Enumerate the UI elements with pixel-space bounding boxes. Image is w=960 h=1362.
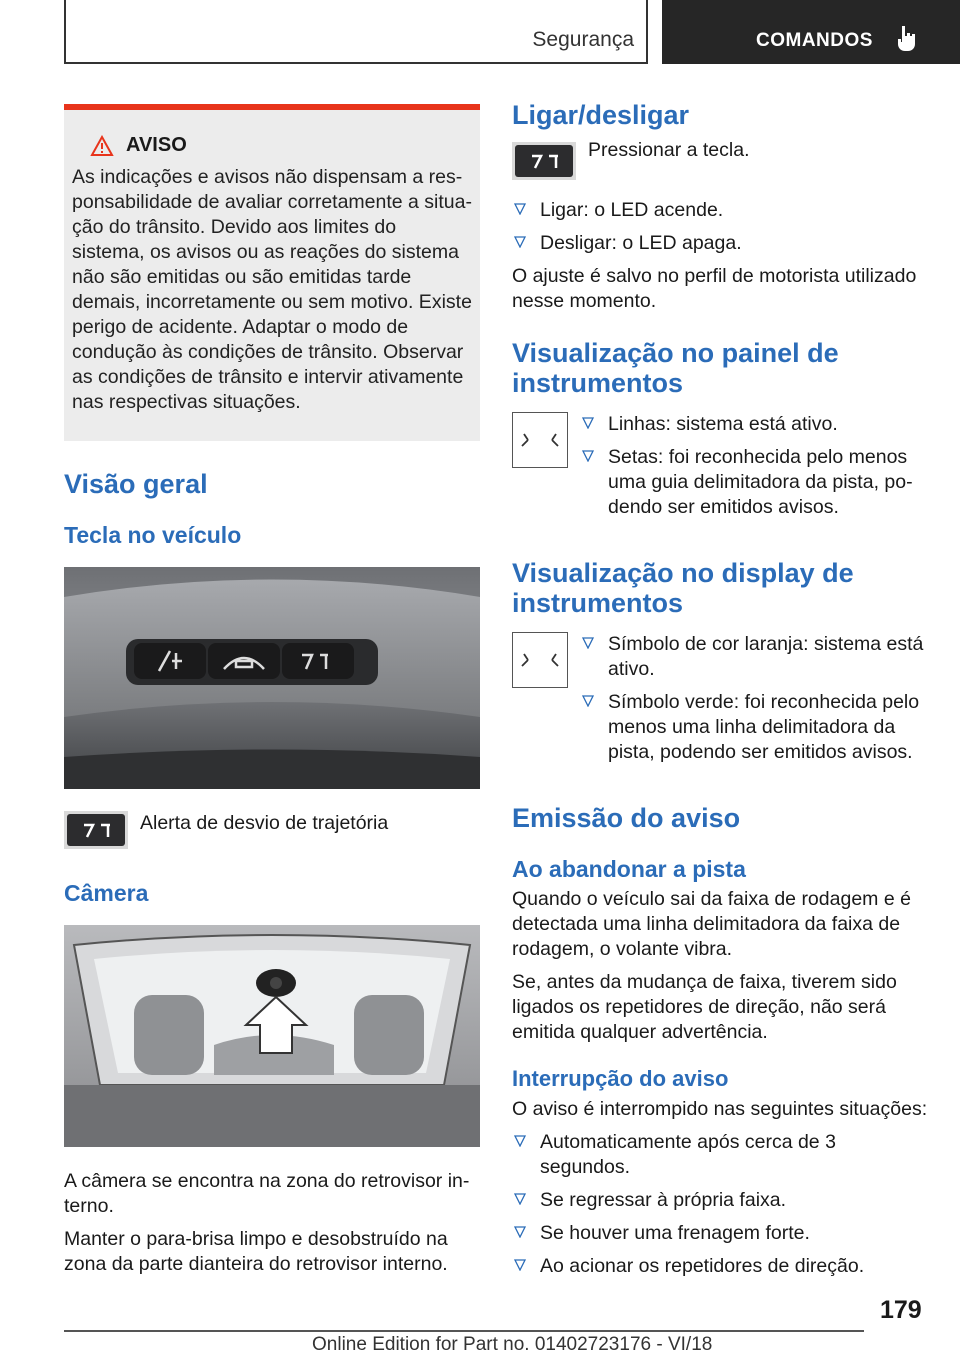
list-item: Setas: foi reconhecida pelo menos uma guia delimitadora da pista, podendo ser emitidos avisos. [580, 445, 928, 520]
warning-title-text: AVISO [126, 134, 187, 156]
list-item: Símbolo verde: foi reconhecida pelo menos uma linha delimitadora da pista, podendo ser emitidos avisos. [580, 690, 928, 765]
triangle-bullet-icon [582, 695, 594, 707]
lane-departure-button-icon [512, 142, 576, 180]
list-item: Símbolo de cor laranja: sistema está ativo. [580, 632, 928, 682]
triangle-bullet-icon [514, 236, 526, 248]
warning-title [72, 134, 472, 157]
overview-heading: Visão geral [64, 469, 208, 499]
footer-edition: Online Edition for Part no. 01402723176 - VI/18 [312, 1334, 713, 1355]
list-item: Desligar: o LED apaga. [512, 231, 928, 256]
onoff-note: O ajuste é salvo no perfil de motorista utilizado nesse momento. [512, 265, 917, 312]
camera-heading: Câmera [64, 880, 149, 906]
onoff-caption-row [512, 139, 928, 180]
panel-heading: Visualização no painel de instrumentos [512, 338, 839, 398]
triangle-bullet-icon [514, 1259, 526, 1271]
display-list [580, 632, 928, 773]
leave-text-2: Se, antes da mudança de faixa, tiverem sido ligados os repetidores de direção, não será emitida qualquer advertência. [512, 971, 897, 1043]
interrupt-heading: Interrupção do aviso [512, 1066, 729, 1091]
camera-text-1: A câmera se encontra na zona do retrovisor interno. [64, 1170, 470, 1217]
onoff-heading: Ligar/desligar [512, 100, 690, 130]
triangle-bullet-icon [514, 1193, 526, 1205]
left-column [64, 104, 480, 1277]
list-item: Se regressar à própria faixa. [512, 1188, 928, 1213]
list-item: Ligar: o LED acende. [512, 198, 928, 223]
lane-lines-display-icon [512, 412, 568, 468]
list-item: Linhas: sistema está ativo. [580, 412, 928, 437]
display-row [512, 632, 928, 773]
camera-text-2: Manter o para-brisa limpo e desobstruído na zona da parte dianteira do retrovisor interno. [64, 1228, 448, 1275]
lane-departure-button-icon [64, 811, 128, 849]
list-item: Ao acionar os repetidores de direção. [512, 1254, 928, 1279]
key-caption-row [64, 811, 480, 849]
header-chapter-title: COMANDOS [756, 30, 873, 51]
leave-text-1: Quando o veículo sai da faixa de rodagem e é detectada uma linha delimitadora da faixa de rodagem, o volante vibra. [512, 888, 911, 960]
leave-heading: Ao abandonar a pista [512, 856, 746, 882]
panel-row [512, 412, 928, 528]
triangle-bullet-icon [514, 203, 526, 215]
footer-divider [64, 1330, 864, 1332]
panel-list [580, 412, 928, 528]
triangle-bullet-icon [582, 450, 594, 462]
list-item: Se houver uma frenagem forte. [512, 1221, 928, 1246]
triangle-bullet-icon [514, 1226, 526, 1238]
triangle-bullet-icon [582, 637, 594, 649]
interrupt-list [512, 1130, 928, 1279]
onoff-caption: Pressionar a tecla. [588, 139, 750, 161]
onoff-list [512, 198, 928, 256]
triangle-bullet-icon [582, 417, 594, 429]
interrupt-text: O aviso é interrompido nas seguintes situações: [512, 1098, 928, 1120]
triangle-bullet-icon [514, 1135, 526, 1147]
header-section-title: Segurança [532, 28, 634, 51]
camera-photo [64, 925, 480, 1147]
vehicle-key-photo [64, 567, 480, 789]
hand-pointer-icon [894, 24, 918, 52]
page-number: 179 [880, 1296, 922, 1324]
display-heading: Visualização no display de instrumentos [512, 558, 854, 618]
right-column [512, 100, 928, 1287]
lane-lines-display-icon [512, 632, 568, 688]
header-chapter-tab [662, 0, 960, 64]
warning-box [64, 104, 480, 441]
warning-text: As indicações e avisos não dispensam a responsabilidade de avaliar corretamente a situação do trânsito. Devido aos limites do sistema, os avisos ou as reações do sistema não são emitidas ou são emitidas tarde demais, incorretamente ou sem motivo. Existe perigo de acidente. Adaptar o modo de condução às condições de trânsito. Observar as condições de trânsito e intervir ativamente nas respectivas situações. [72, 166, 472, 413]
key-heading: Tecla no veículo [64, 522, 242, 548]
emission-heading: Emissão do aviso [512, 803, 741, 833]
warning-triangle-icon [90, 135, 114, 157]
key-caption: Alerta de desvio de trajetória [140, 812, 389, 834]
list-item: Automaticamente após cerca de 3 segundos. [512, 1130, 928, 1180]
